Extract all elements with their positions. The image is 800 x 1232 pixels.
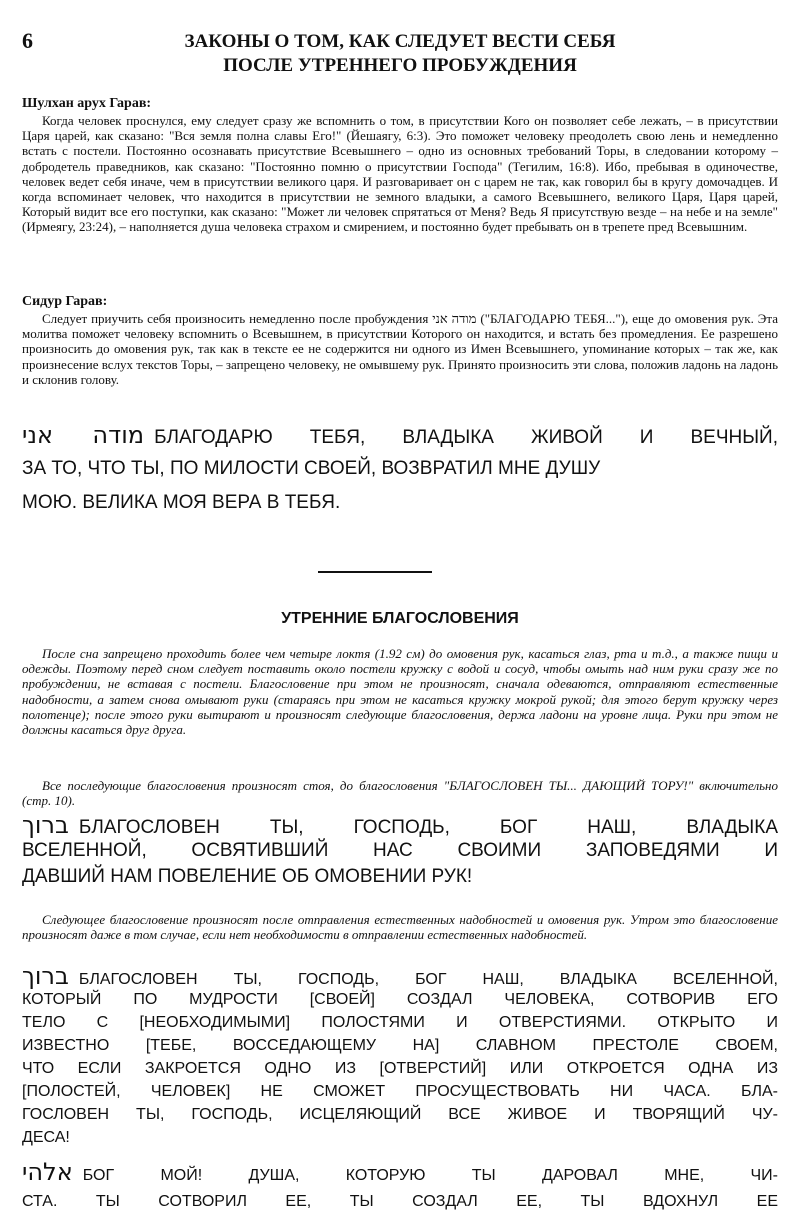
blessing-line-5 [22, 1057, 778, 1080]
source-label-siddur: Сидур Гарав: [22, 294, 108, 309]
hebrew-incipit: ברוך [22, 962, 69, 990]
blessing-hand-washing-2 [22, 838, 778, 864]
blessing-line: ВСЕЛЕННОЙ, ОСВЯТИВШИЙ НАС СВОИМИ ЗАПОВЕДЯМИ И [22, 840, 778, 861]
blessing-line: ГОСЛОВЕН ТЫ, ГОСПОДЬ, ИСЦЕЛЯЮЩИЙ ВСЕ ЖИВОЕ И ТВОРЯЩИЙ ЧУ- [22, 1106, 778, 1123]
blessing-line: БЛАГОСЛОВЕН ТЫ, ГОСПОДЬ, БОГ НАШ, ВЛАДЫКА [78, 817, 778, 838]
section-heading: УТРЕННИЕ БЛАГОСЛОВЕНИЯ [281, 610, 519, 627]
blessing-line: БОГ МОЙ! ДУША, КОТОРУЮ ТЫ ДАРОВАЛ МНЕ, ЧИ- [82, 1167, 778, 1184]
blessing-line: ДАВШИЙ НАМ ПОВЕЛЕНИЕ ОБ ОМОВЕНИИ РУК! [22, 866, 473, 887]
hebrew-incipit: מודה אני [22, 421, 145, 449]
blessing-hand-washing [22, 812, 778, 841]
section-divider [318, 571, 432, 573]
commentary-paragraph-1: Когда человек проснулся, ему следует сразу же вспомнить о том, в присутствии Кого он позволяет себе лежать, – в присутствии Царя царей, как сказано: "Вся земля полна славы Его!" (Йешаягу, 6:3). Это поможет человеку преодолеть свою лень и немедленно встать с постели. Постоянно осознавать присутствие Всевышнего – одно из основных требований Торы, в следовании которому – добродетель праведников, как сказано: "Постоянно помню о присутствии Господа" (Тегилим, 16:8). Ибо, пребывая в одиночестве, человек ведет себя иначе, чем в присутствии великого царя. И разговаривает он с царем не так, как говорил бы в кругу домочадцев. И когда вспоминает человек, что находится в присутствии не земного владыки, а самого Всевышнего, великого Царя, Царя царей, Который видит все его поступки, как сказано: "Может ли человек спрятаться от Меня? Ведь Я присутствую везде – на небе и на земле" (Ирмеягу, 23:24), – наполняется душа человека страхом и смирением, и постоянно будет пребывать он в трепете пред Всевышним. [22, 113, 778, 235]
blessing-line: БЛАГОСЛОВЕН ТЫ, ГОСПОДЬ, БОГ НАШ, ВЛАДЫКА ВСЕЛЕННОЙ, [78, 971, 778, 988]
page-title-line1: ЗАКОНЫ О ТОМ, КАК СЛЕДУЕТ ВЕСТИ СЕБЯ [184, 31, 616, 52]
prayer-line: БЛАГОДАРЮ ТЕБЯ, ВЛАДЫКА ЖИВОЙ И ВЕЧНЫЙ, [154, 427, 778, 448]
blessing-elohai [22, 1158, 778, 1190]
hebrew-incipit: אלהי [22, 1158, 73, 1186]
commentary-paragraph-2: Следует приучить себя произносить немедленно после пробуждения מודה אני ("БЛАГОДАРЮ ТЕБЯ..."), еще до омовения рук. Эта молитва поможет человеку вспомнить о Всевышнем, в присутствии Которого он находится, и встать без промедления. Ее разрешено произносить до омовения рук, так как в тексте ее не содержится ни одного из Имен Всевышнего, упоминание которых – так же, как произнесение вслух текстов Торы, – запрещено человеку, не омывшему рук. Принято произносить эти слова, положив ладонь на ладонь и склонив голову. [22, 311, 778, 387]
instruction-paragraph-1: После сна запрещено проходить более чем четыре локтя (1.92 см) до омовения рук, касаться глаз, рта и т.д., а также пищи и одежды. Поэтому перед сном следует поставить около постели кружку с водой и сосуд, чтобы омыть над ним руки сразу же по пробуждении, не вставая с постели. Благословение при этом не произносят, сначала одеваются, отправляют естественные надобности, а затем снова омывают руки (стараясь при этом не касаться кружку мокрой рукой; для этого берут кружку через полотенце); после этого руки вытирают и произносят следующие благословения, держа ладони на уровне лица. Руки при этом не должны касаться друг друга. [22, 646, 778, 738]
instruction-paragraph-2: Все последующие благословения произносят стоя, до благословения "БЛАГОСЛОВЕН ТЫ... ДАЮЩИЙ ТОРУ!" включительно (стр. 10). [22, 778, 778, 809]
blessing-line: ТЕЛО С [НЕОБХОДИМЫМИ] ПОЛОСТЯМИ И ОТВЕРСТИЯМИ. ОТКРЫТО И [22, 1014, 778, 1031]
prayer-modeh-ani-end [22, 486, 778, 520]
blessing-line: ИЗВЕСТНО [ТЕБЕ, ВОССЕДАЮЩЕМУ НА] СЛАВНОМ ПРЕСТОЛЕ СВОЕМ, [22, 1037, 778, 1054]
blessing-line-2 [22, 988, 778, 1011]
source-label-shulchan-aruch: Шулхан арух Гарав: [22, 96, 152, 111]
hebrew-incipit: ברוך [22, 811, 69, 839]
blessing-line-8 [22, 1126, 778, 1149]
prayer-modeh-ani [22, 418, 778, 455]
blessing-line: [ПОЛОСТЕЙ, ЧЕЛОВЕК] НЕ СМОЖЕТ ПРОСУЩЕСТВОВАТЬ НИ ЧАСА. БЛА- [22, 1083, 778, 1100]
page-number: 6 [22, 28, 33, 53]
blessing-line: ЧТО ЕСЛИ ЗАКРОЕТСЯ ОДНО ИЗ [ОТВЕРСТИЙ] ИЛИ ОТКРОЕТСЯ ОДНА ИЗ [22, 1060, 778, 1077]
page-title-line2: ПОСЛЕ УТРЕННЕГО ПРОБУЖДЕНИЯ [223, 55, 577, 76]
blessing-line: КОТОРЫЙ ПО МУДРОСТИ [СВОЕЙ] СОЗДАЛ ЧЕЛОВЕКА, СОТВОРИВ ЕГО [22, 991, 778, 1008]
blessing-hand-washing-3 [22, 864, 778, 890]
blessing-elohai-2 [22, 1188, 778, 1216]
prayer-line: МОЮ. ВЕЛИКА МОЯ ВЕРА В ТЕБЯ. [22, 492, 341, 513]
blessing-line-4 [22, 1034, 778, 1057]
blessing-line: СТА. ТЫ СОТВОРИЛ ЕЕ, ТЫ СОЗДАЛ ЕЕ, ТЫ ВДОХНУЛ ЕЕ [22, 1193, 778, 1210]
blessing-line-3 [22, 1011, 778, 1034]
instruction-paragraph-3: Следующее благословение произносят после отправления естественных надобностей и омовения рук. Утром это благословение произносят даже в том случае, если нет необходимости в отправлении естественных надобностей. [22, 912, 778, 943]
prayer-line: ЗА ТО, ЧТО ТЫ, ПО МИЛОСТИ СВОЕЙ, ВОЗВРАТИЛ МНЕ ДУШУ [22, 458, 601, 479]
blessing-line: ДЕСА! [22, 1129, 70, 1146]
prayer-modeh-ani-cont [22, 452, 778, 486]
blessing-line-7 [22, 1103, 778, 1126]
blessing-line-6 [22, 1080, 778, 1103]
